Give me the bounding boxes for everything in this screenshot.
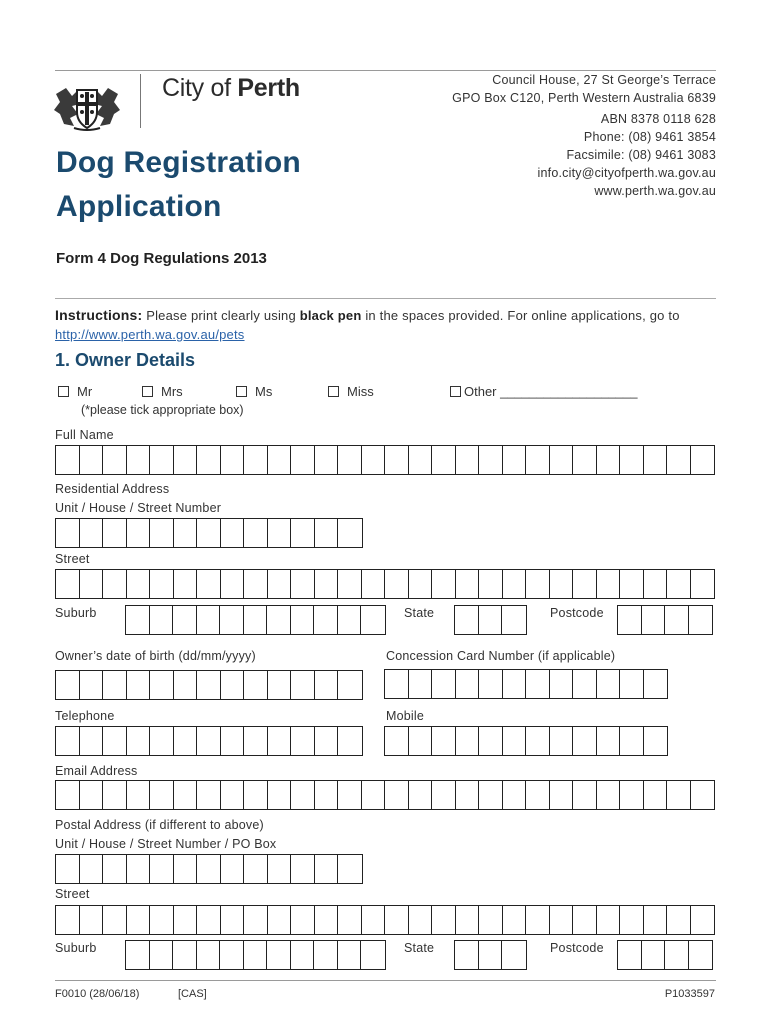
- char-cell[interactable]: [362, 570, 386, 598]
- char-cell[interactable]: [338, 606, 362, 634]
- char-cell[interactable]: [197, 727, 221, 755]
- cas-code: [CAS]: [178, 988, 207, 1000]
- char-cell[interactable]: [315, 781, 339, 809]
- char-cell[interactable]: [455, 606, 479, 634]
- char-cell[interactable]: [362, 446, 386, 474]
- char-cell[interactable]: [174, 671, 198, 699]
- char-cell[interactable]: [665, 941, 689, 969]
- char-cell[interactable]: [315, 855, 339, 883]
- postcode-label: Postcode: [550, 606, 604, 620]
- suburb-input[interactable]: [125, 605, 386, 635]
- char-cell[interactable]: [291, 446, 315, 474]
- char-cell[interactable]: [456, 727, 480, 755]
- char-cell[interactable]: [174, 781, 198, 809]
- char-cell[interactable]: [197, 906, 221, 934]
- char-cell[interactable]: [456, 670, 480, 698]
- char-cell[interactable]: [56, 570, 80, 598]
- char-cell[interactable]: [691, 446, 715, 474]
- title-other-option[interactable]: Other ___________________: [450, 384, 638, 399]
- char-cell[interactable]: [385, 727, 409, 755]
- mobile-input[interactable]: [384, 726, 668, 756]
- page-title-line-2: Application: [56, 190, 222, 223]
- char-cell[interactable]: [409, 906, 433, 934]
- char-cell[interactable]: [244, 855, 268, 883]
- unit-house-input[interactable]: [55, 518, 363, 548]
- char-cell[interactable]: [691, 781, 715, 809]
- char-cell[interactable]: [173, 941, 197, 969]
- char-cell[interactable]: [103, 671, 127, 699]
- char-cell[interactable]: [644, 727, 668, 755]
- char-cell[interactable]: [315, 570, 339, 598]
- char-cell[interactable]: [127, 671, 151, 699]
- char-cell[interactable]: [479, 727, 503, 755]
- char-cell[interactable]: [338, 941, 362, 969]
- char-cell[interactable]: [526, 446, 550, 474]
- top-rule: [55, 70, 716, 71]
- unit-house-label: Unit / House / Street Number: [55, 501, 222, 515]
- char-cell[interactable]: [80, 781, 104, 809]
- char-cell[interactable]: [338, 906, 362, 934]
- char-cell[interactable]: [221, 519, 245, 547]
- postal-unit-house-input[interactable]: [55, 854, 363, 884]
- char-cell[interactable]: [620, 781, 644, 809]
- instructions-label: Instructions:: [55, 307, 143, 323]
- char-cell[interactable]: [103, 446, 127, 474]
- char-cell[interactable]: [642, 606, 666, 634]
- char-cell[interactable]: [56, 855, 80, 883]
- city-crest-icon: [52, 84, 122, 132]
- char-cell[interactable]: [268, 671, 292, 699]
- char-cell[interactable]: [174, 446, 198, 474]
- char-cell[interactable]: [103, 519, 127, 547]
- char-cell[interactable]: [268, 727, 292, 755]
- char-cell[interactable]: [315, 727, 339, 755]
- char-cell[interactable]: [526, 781, 550, 809]
- char-cell[interactable]: [56, 727, 80, 755]
- char-cell[interactable]: [103, 570, 127, 598]
- char-cell[interactable]: [56, 519, 80, 547]
- logo-divider: [140, 74, 141, 128]
- char-cell[interactable]: [197, 606, 221, 634]
- postal-address-label: Postal Address (if different to above): [55, 818, 264, 832]
- char-cell[interactable]: [244, 941, 268, 969]
- char-cell[interactable]: [479, 941, 503, 969]
- char-cell[interactable]: [573, 727, 597, 755]
- address-line-2: GPO Box C120, Perth Western Australia 6839: [452, 91, 716, 105]
- char-cell[interactable]: [479, 606, 503, 634]
- char-cell[interactable]: [456, 446, 480, 474]
- char-cell[interactable]: [667, 446, 691, 474]
- char-cell[interactable]: [244, 519, 268, 547]
- char-cell[interactable]: [174, 855, 198, 883]
- char-cell[interactable]: [409, 781, 433, 809]
- char-cell[interactable]: [526, 906, 550, 934]
- char-cell[interactable]: [197, 446, 221, 474]
- char-cell[interactable]: [315, 671, 339, 699]
- postal-unit-house-label: Unit / House / Street Number / PO Box: [55, 837, 277, 851]
- char-cell[interactable]: [667, 570, 691, 598]
- char-cell[interactable]: [620, 446, 644, 474]
- char-cell[interactable]: [503, 781, 527, 809]
- char-cell[interactable]: [338, 570, 362, 598]
- char-cell[interactable]: [267, 606, 291, 634]
- char-cell[interactable]: [691, 570, 715, 598]
- reference-number: P1033597: [664, 988, 715, 1000]
- char-cell[interactable]: [268, 570, 292, 598]
- char-cell[interactable]: [221, 446, 245, 474]
- char-cell[interactable]: [550, 446, 574, 474]
- char-cell[interactable]: [315, 906, 339, 934]
- other-checkbox[interactable]: [450, 386, 461, 397]
- char-cell[interactable]: [618, 606, 642, 634]
- char-cell[interactable]: [667, 781, 691, 809]
- char-cell[interactable]: [244, 727, 268, 755]
- char-cell[interactable]: [573, 906, 597, 934]
- residential-address-label: Residential Address: [55, 482, 170, 496]
- char-cell[interactable]: [691, 906, 715, 934]
- char-cell[interactable]: [338, 671, 362, 699]
- char-cell[interactable]: [150, 446, 174, 474]
- char-cell[interactable]: [127, 781, 151, 809]
- footer-rule: [55, 980, 716, 981]
- char-cell[interactable]: [597, 906, 621, 934]
- title-ms-option[interactable]: Ms: [236, 384, 272, 399]
- char-cell[interactable]: [80, 906, 104, 934]
- char-cell[interactable]: [56, 446, 80, 474]
- char-cell[interactable]: [127, 570, 151, 598]
- email-input[interactable]: [55, 780, 715, 810]
- address-line-1: Council House, 27 St George’s Terrace: [492, 73, 716, 87]
- char-cell[interactable]: [503, 446, 527, 474]
- char-cell[interactable]: [620, 570, 644, 598]
- char-cell[interactable]: [315, 519, 339, 547]
- char-cell[interactable]: [80, 855, 104, 883]
- char-cell[interactable]: [385, 670, 409, 698]
- char-cell[interactable]: [409, 670, 433, 698]
- char-cell[interactable]: [150, 727, 174, 755]
- char-cell[interactable]: [479, 906, 503, 934]
- char-cell[interactable]: [409, 446, 433, 474]
- char-cell[interactable]: [174, 519, 198, 547]
- page-title-line-1: Dog Registration: [56, 146, 301, 179]
- char-cell[interactable]: [197, 855, 221, 883]
- postal-postcode-input[interactable]: [617, 940, 713, 970]
- char-cell[interactable]: [80, 570, 104, 598]
- street-label: Street: [55, 552, 90, 566]
- char-cell[interactable]: [291, 855, 315, 883]
- char-cell[interactable]: [150, 519, 174, 547]
- postal-suburb-input[interactable]: [125, 940, 386, 970]
- section-rule: [55, 298, 716, 299]
- char-cell[interactable]: [244, 446, 268, 474]
- postal-street-input[interactable]: [55, 905, 715, 935]
- char-cell[interactable]: [268, 906, 292, 934]
- dob-input[interactable]: [55, 670, 363, 700]
- mrs-checkbox[interactable]: [142, 386, 153, 397]
- char-cell[interactable]: [150, 606, 174, 634]
- full-name-label: Full Name: [55, 428, 114, 442]
- char-cell[interactable]: [197, 519, 221, 547]
- tick-hint: (*please tick appropriate box): [81, 403, 244, 417]
- char-cell[interactable]: [291, 519, 315, 547]
- char-cell[interactable]: [479, 570, 503, 598]
- char-cell[interactable]: [385, 570, 409, 598]
- char-cell[interactable]: [267, 941, 291, 969]
- postal-state-input[interactable]: [454, 940, 527, 970]
- miss-checkbox[interactable]: [328, 386, 339, 397]
- char-cell[interactable]: [432, 727, 456, 755]
- title-mrs-option[interactable]: Mrs: [142, 384, 183, 399]
- char-cell[interactable]: [502, 941, 526, 969]
- char-cell[interactable]: [409, 727, 433, 755]
- char-cell[interactable]: [385, 446, 409, 474]
- char-cell[interactable]: [291, 606, 315, 634]
- char-cell[interactable]: [618, 941, 642, 969]
- char-cell[interactable]: [362, 781, 386, 809]
- char-cell[interactable]: [315, 446, 339, 474]
- char-cell[interactable]: [526, 570, 550, 598]
- email-label: Email Address: [55, 764, 138, 778]
- char-cell[interactable]: [174, 906, 198, 934]
- char-cell[interactable]: [432, 670, 456, 698]
- char-cell[interactable]: [221, 727, 245, 755]
- concession-input[interactable]: [384, 669, 668, 699]
- char-cell[interactable]: [150, 855, 174, 883]
- postal-street-label: Street: [55, 887, 90, 901]
- char-cell[interactable]: [338, 781, 362, 809]
- char-cell[interactable]: [550, 727, 574, 755]
- website: www.perth.wa.gov.au: [594, 184, 716, 198]
- char-cell[interactable]: [150, 906, 174, 934]
- char-cell[interactable]: [479, 781, 503, 809]
- char-cell[interactable]: [103, 727, 127, 755]
- char-cell[interactable]: [362, 906, 386, 934]
- postal-postcode-label: Postcode: [550, 941, 604, 955]
- char-cell[interactable]: [502, 606, 526, 634]
- char-cell[interactable]: [644, 781, 668, 809]
- char-cell[interactable]: [689, 941, 713, 969]
- mr-checkbox[interactable]: [58, 386, 69, 397]
- char-cell[interactable]: [173, 606, 197, 634]
- char-cell[interactable]: [597, 670, 621, 698]
- char-cell[interactable]: [503, 906, 527, 934]
- char-cell[interactable]: [127, 446, 151, 474]
- char-cell[interactable]: [244, 570, 268, 598]
- char-cell[interactable]: [456, 781, 480, 809]
- char-cell[interactable]: [127, 855, 151, 883]
- char-cell[interactable]: [80, 519, 104, 547]
- char-cell[interactable]: [103, 855, 127, 883]
- title-miss-option[interactable]: Miss: [328, 384, 374, 399]
- char-cell[interactable]: [455, 941, 479, 969]
- char-cell[interactable]: [689, 606, 713, 634]
- form-code: F0010 (28/06/18): [55, 988, 140, 1000]
- char-cell[interactable]: [361, 941, 385, 969]
- char-cell[interactable]: [221, 570, 245, 598]
- char-cell[interactable]: [291, 906, 315, 934]
- char-cell[interactable]: [221, 671, 245, 699]
- phone: Phone: (08) 9461 3854: [583, 130, 716, 144]
- char-cell[interactable]: [221, 906, 245, 934]
- char-cell[interactable]: [221, 781, 245, 809]
- char-cell[interactable]: [268, 446, 292, 474]
- char-cell[interactable]: [338, 855, 362, 883]
- char-cell[interactable]: [150, 941, 174, 969]
- char-cell[interactable]: [291, 941, 315, 969]
- char-cell[interactable]: [244, 671, 268, 699]
- char-cell[interactable]: [268, 519, 292, 547]
- char-cell[interactable]: [503, 670, 527, 698]
- char-cell[interactable]: [338, 519, 362, 547]
- char-cell[interactable]: [642, 941, 666, 969]
- char-cell[interactable]: [338, 727, 362, 755]
- char-cell[interactable]: [665, 606, 689, 634]
- email-contact: info.city@cityofperth.wa.gov.au: [537, 166, 716, 180]
- char-cell[interactable]: [573, 781, 597, 809]
- char-cell[interactable]: [56, 906, 80, 934]
- char-cell[interactable]: [644, 446, 668, 474]
- char-cell[interactable]: [526, 670, 550, 698]
- instructions: Instructions: Please print clearly using black pen in the spaces provided. For online applications, go to http://www.perth.wa.gov.au/pets: [55, 307, 680, 342]
- char-cell[interactable]: [456, 570, 480, 598]
- char-cell[interactable]: [127, 727, 151, 755]
- dob-label: Owner’s date of birth (dd/mm/yyyy): [55, 649, 256, 663]
- char-cell[interactable]: [620, 906, 644, 934]
- char-cell[interactable]: [126, 941, 150, 969]
- char-cell[interactable]: [597, 781, 621, 809]
- char-cell[interactable]: [150, 570, 174, 598]
- char-cell[interactable]: [597, 570, 621, 598]
- char-cell[interactable]: [620, 727, 644, 755]
- char-cell[interactable]: [244, 606, 268, 634]
- char-cell[interactable]: [103, 906, 127, 934]
- char-cell[interactable]: [56, 781, 80, 809]
- abn: ABN 8378 0118 628: [600, 112, 716, 126]
- state-input[interactable]: [454, 605, 527, 635]
- char-cell[interactable]: [220, 941, 244, 969]
- char-cell[interactable]: [244, 906, 268, 934]
- full-name-input[interactable]: [55, 445, 715, 475]
- char-cell[interactable]: [620, 670, 644, 698]
- concession-label: Concession Card Number (if applicable): [386, 649, 616, 663]
- char-cell[interactable]: [56, 671, 80, 699]
- char-cell[interactable]: [174, 727, 198, 755]
- char-cell[interactable]: [526, 727, 550, 755]
- char-cell[interactable]: [80, 446, 104, 474]
- section-owner-details: 1. Owner Details: [55, 350, 196, 370]
- char-cell[interactable]: [197, 671, 221, 699]
- char-cell[interactable]: [456, 906, 480, 934]
- char-cell[interactable]: [667, 906, 691, 934]
- char-cell[interactable]: [197, 570, 221, 598]
- ms-checkbox[interactable]: [236, 386, 247, 397]
- facsimile: Facsimile: (08) 9461 3083: [566, 148, 716, 162]
- pets-link[interactable]: http://www.perth.wa.gov.au/pets: [55, 327, 245, 342]
- char-cell[interactable]: [503, 570, 527, 598]
- char-cell[interactable]: [127, 519, 151, 547]
- char-cell[interactable]: [268, 781, 292, 809]
- char-cell[interactable]: [197, 781, 221, 809]
- char-cell[interactable]: [291, 781, 315, 809]
- char-cell[interactable]: [127, 906, 151, 934]
- char-cell[interactable]: [385, 906, 409, 934]
- char-cell[interactable]: [597, 446, 621, 474]
- char-cell[interactable]: [291, 727, 315, 755]
- char-cell[interactable]: [573, 670, 597, 698]
- char-cell[interactable]: [291, 570, 315, 598]
- char-cell[interactable]: [220, 606, 244, 634]
- postal-suburb-label: Suburb: [55, 941, 97, 955]
- telephone-input[interactable]: [55, 726, 363, 756]
- char-cell[interactable]: [550, 906, 574, 934]
- char-cell[interactable]: [479, 670, 503, 698]
- char-cell[interactable]: [503, 727, 527, 755]
- char-cell[interactable]: [291, 671, 315, 699]
- char-cell[interactable]: [644, 670, 668, 698]
- char-cell[interactable]: [550, 781, 574, 809]
- char-cell[interactable]: [80, 671, 104, 699]
- char-cell[interactable]: [409, 570, 433, 598]
- char-cell[interactable]: [432, 570, 456, 598]
- char-cell[interactable]: [597, 727, 621, 755]
- state-label: State: [404, 606, 435, 620]
- char-cell[interactable]: [103, 781, 127, 809]
- char-cell[interactable]: [550, 670, 574, 698]
- char-cell[interactable]: [432, 446, 456, 474]
- mobile-label: Mobile: [386, 709, 425, 723]
- char-cell[interactable]: [644, 906, 668, 934]
- char-cell[interactable]: [338, 446, 362, 474]
- char-cell[interactable]: [550, 570, 574, 598]
- char-cell[interactable]: [150, 781, 174, 809]
- char-cell[interactable]: [573, 570, 597, 598]
- telephone-label: Telephone: [55, 709, 115, 723]
- char-cell[interactable]: [80, 727, 104, 755]
- suburb-label: Suburb: [55, 606, 97, 620]
- char-cell[interactable]: [432, 906, 456, 934]
- char-cell[interactable]: [644, 570, 668, 598]
- street-input[interactable]: [55, 569, 715, 599]
- char-cell[interactable]: [197, 941, 221, 969]
- char-cell[interactable]: [573, 446, 597, 474]
- char-cell[interactable]: [361, 606, 385, 634]
- postcode-input[interactable]: [617, 605, 713, 635]
- char-cell[interactable]: [385, 781, 409, 809]
- char-cell[interactable]: [314, 606, 338, 634]
- title-mr-option[interactable]: Mr: [58, 384, 92, 399]
- form-subtitle: Form 4 Dog Regulations 2013: [56, 250, 267, 267]
- char-cell[interactable]: [150, 671, 174, 699]
- city-logo-text: City of Perth: [162, 74, 300, 102]
- char-cell[interactable]: [221, 855, 245, 883]
- char-cell[interactable]: [126, 606, 150, 634]
- char-cell[interactable]: [268, 855, 292, 883]
- postal-state-label: State: [404, 941, 435, 955]
- char-cell[interactable]: [479, 446, 503, 474]
- char-cell[interactable]: [432, 781, 456, 809]
- char-cell[interactable]: [244, 781, 268, 809]
- char-cell[interactable]: [174, 570, 198, 598]
- char-cell[interactable]: [314, 941, 338, 969]
